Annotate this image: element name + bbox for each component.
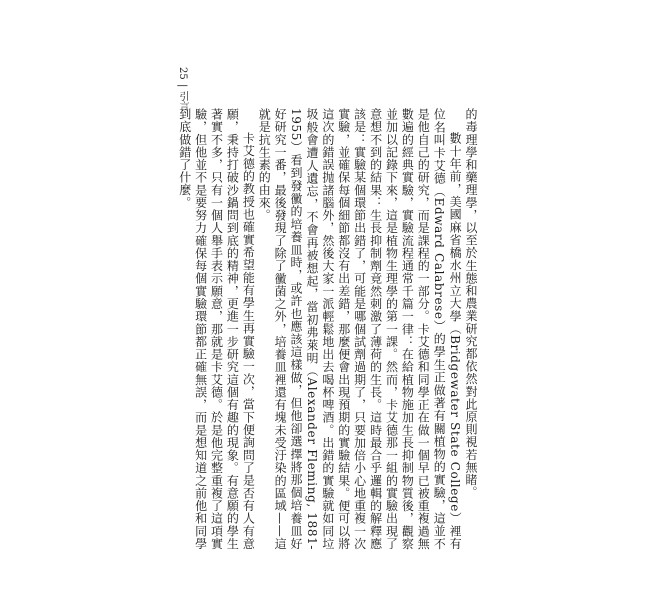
- body-text: [176, 108, 478, 550]
- section-title: 引言: [177, 91, 188, 112]
- paragraph: 卡艾德的教授也確實希望能有學生再實驗一次，當下便詢問了是否有人有意願，秉持打破沙鍋問到底的精神，更進一步研究這個有趣的現象。有意願的學生著實不多，只有一個人舉手表示願意，那就是卡艾德。於是他完整重複了這項實驗，但他並不是要努力確保每個實驗環節都正確無誤，而是想知道之前他和同學到底做錯了什麼。: [177, 108, 256, 550]
- paragraph: 數十年前，美國麻省橋水州立大學（Bridgewater State College）裡有位名叫卡艾德（Edward Calabrese）的學生正做著有關植物的實驗，這並不是他自己的研究，而是課程的一部分。卡艾德和同學正在做一個早已被重複過無數遍的經典實驗，實驗流程通常千篇一律：在給植物施加生長抑制物質後，觀察並加以記錄下來，這是植物生理學的第一課。然而，卡艾德那一組的實驗出現了意想不到的結果：生長抑制劑竟然刺激了薄荷的生長。這時最合乎邏輯的解釋應該是：實驗某個環節出錯了，可能是哪個試劑過期了，只要加倍小心地重複一次實驗，並確保每個細節都沒有出差錯，那麼便會出現預期的實驗結果。便可以將這次的錯誤抛諸腦外，然後大家一派輕鬆地出去喝杯啤酒。出錯的實驗就如同垃圾般會遭人遺忘，不會再被想起，當初弗萊明（Alexander Fleming, 1881-1955）看到發黴的培養皿時，或許也應該這樣做，但他卻選擇將那個培養皿好好研究一番，最後發現了除了黴菌之外，培養皿裡還有塊未受汙染的區域——這就是抗生素的由來。: [257, 108, 463, 550]
- paragraph: 的毒理學和藥理學，以至於生態和農業研究都依然對此原則視若無睹。: [464, 108, 478, 499]
- running-header: [176, 67, 188, 111]
- page-number: 25: [177, 67, 188, 80]
- header-separator: |: [177, 83, 188, 88]
